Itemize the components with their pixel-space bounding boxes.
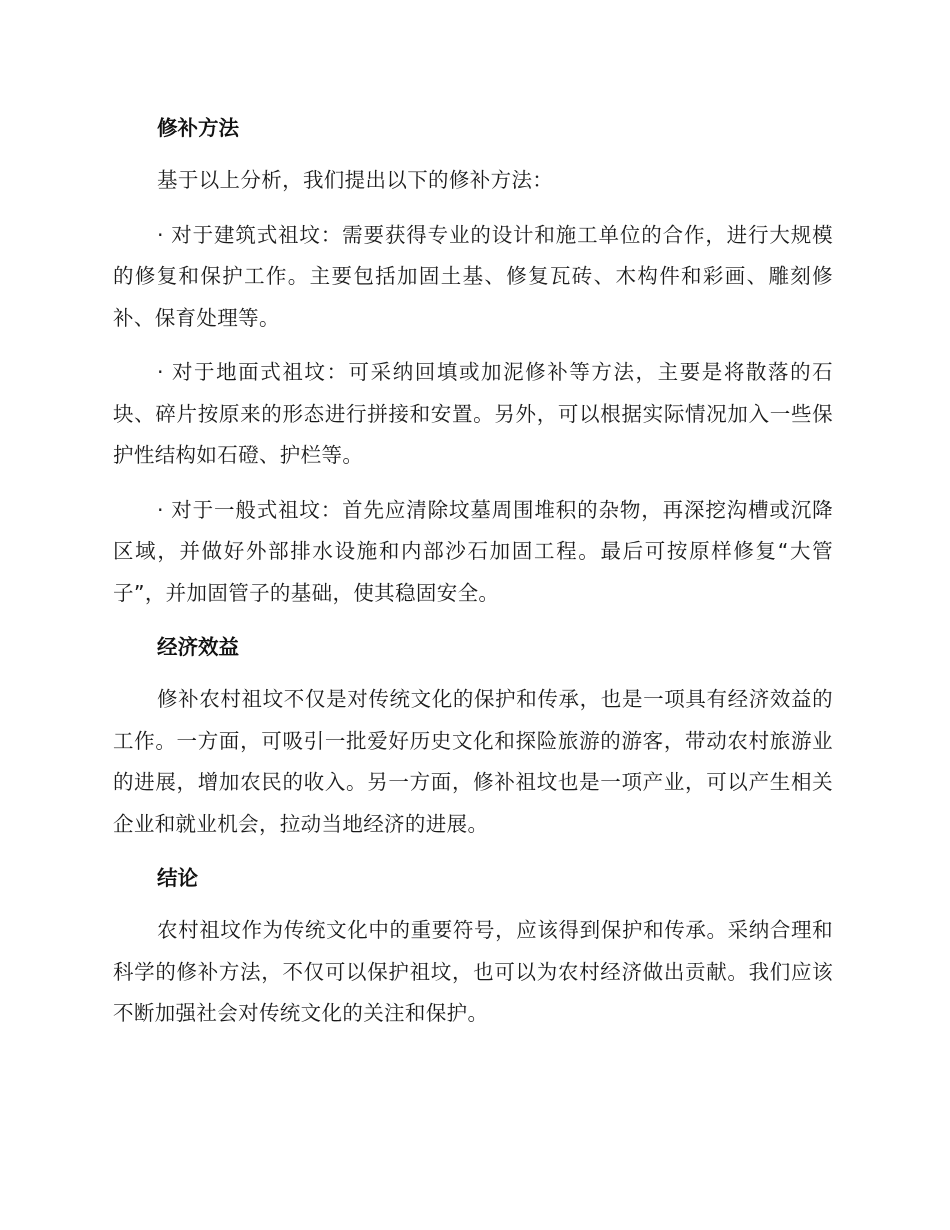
section-heading-conclusion: 结论 <box>157 866 198 890</box>
document-body <box>113 108 833 1048</box>
repair-item-ground-tomb: · 对于地面式祖坟：可采纳回填或加泥修补等方法，主要是将散落的石块、碎片按原来的形态进行拼接和安置。另外，可以根据实际情况加入一些保护性结构如石磴、护栏等。 <box>113 360 833 467</box>
repair-item-general-tomb: · 对于一般式祖坟：首先应清除坟墓周围堆积的杂物，再深挖沟槽或沉降区域，并做好外部排水设施和内部沙石加固工程。最后可按原样修复“大管子”，并加固管子的基础，使其稳固安全。 <box>113 497 833 605</box>
repair-intro-paragraph: 基于以上分析，我们提出以下的修补方法： <box>157 168 554 192</box>
section-heading-economic-benefits: 经济效益 <box>157 635 239 659</box>
section-heading-repair-methods: 修补方法 <box>157 116 239 140</box>
conclusion-paragraph: 农村祖坟作为传统文化中的重要符号，应该得到保护和传承。采纳合理和科学的修补方法，不仅可以保护祖坟，也可以为农村经济做出贡献。我们应该不断加强社会对传统文化的关注和保护。 <box>113 918 833 1025</box>
economic-benefits-paragraph: 修补农村祖坟不仅是对传统文化的保护和传承，也是一项具有经济效益的工作。一方面，可吸引一批爱好历史文化和探险旅游的游客，带动农村旅游业的进展，增加农民的收入。另一方面，修补祖坟也是一项产业，可以产生相关企业和就业机会，拉动当地经济的进展。 <box>113 687 833 836</box>
repair-item-building-tomb: · 对于建筑式祖坟：需要获得专业的设计和施工单位的合作，进行大规模的修复和保护工作。主要包括加固土基、修复瓦砖、木构件和彩画、雕刻修补、保育处理等。 <box>113 222 833 330</box>
